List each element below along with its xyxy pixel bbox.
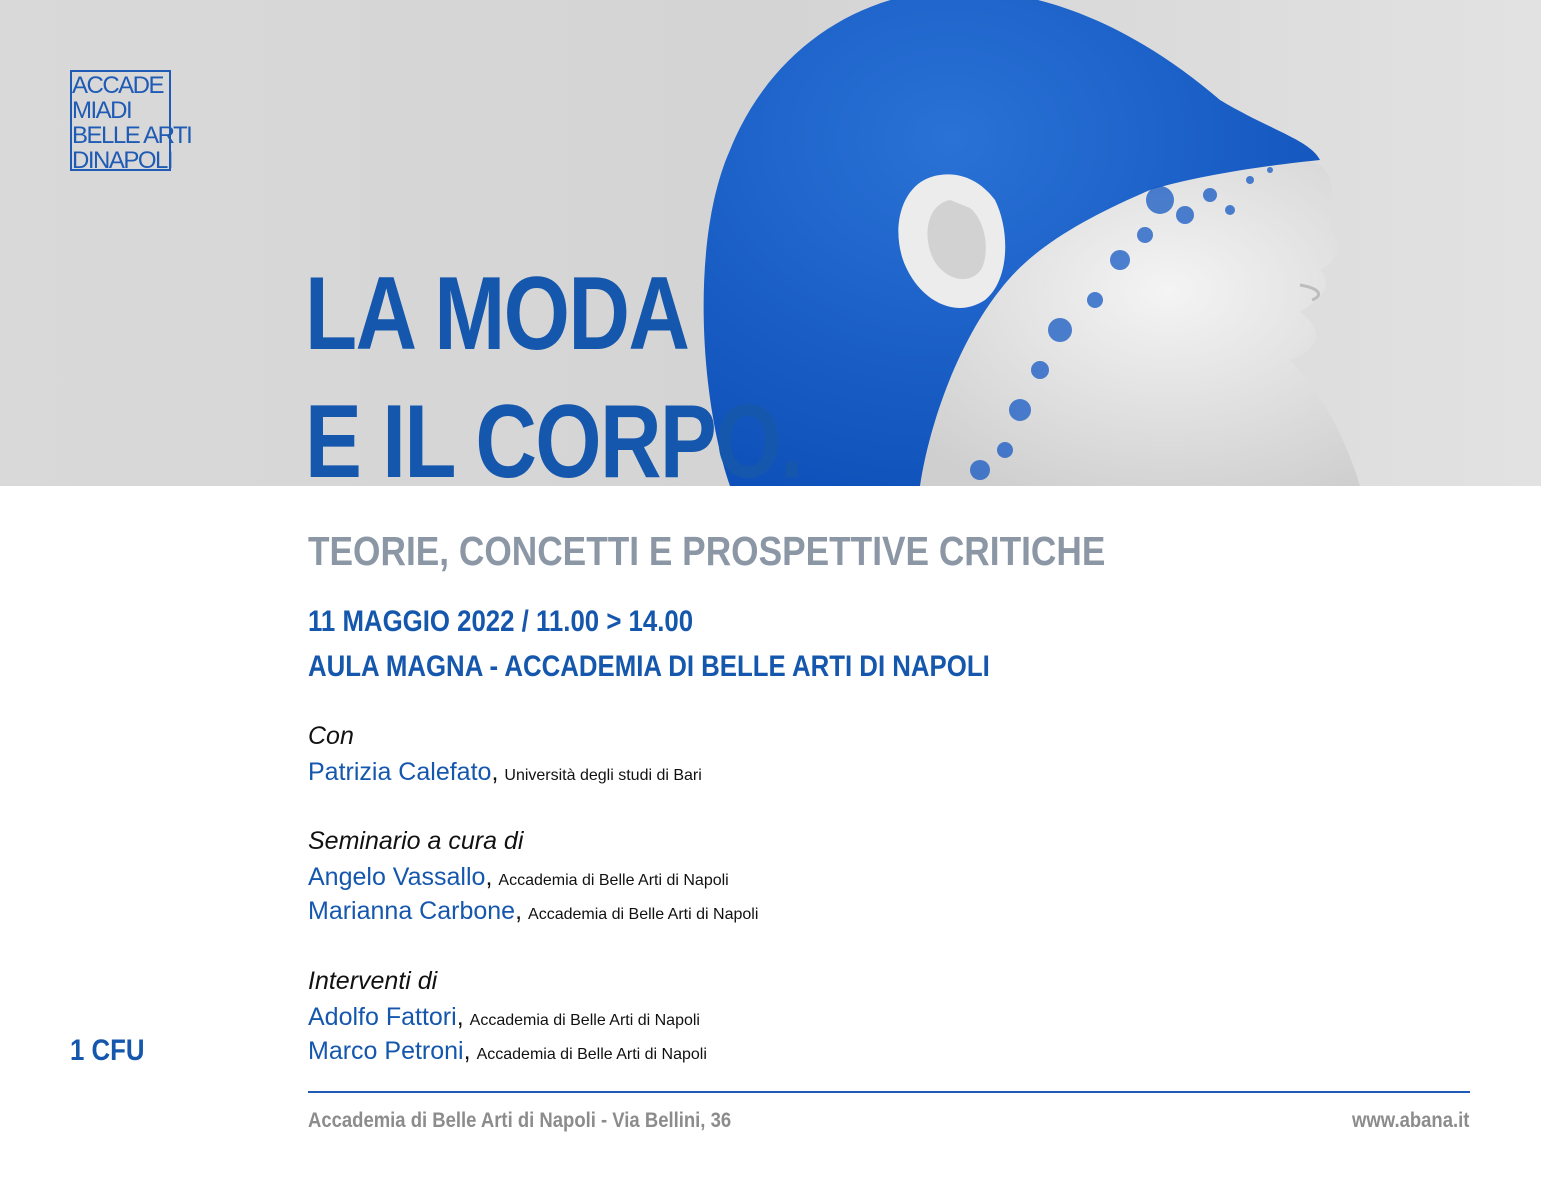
logo-line-2: MIADI (72, 97, 132, 124)
person-affiliation: Accademia di Belle Arti di Napoli (498, 872, 729, 889)
footer-address: Accademia di Belle Arti di Napoli - Via Bellini, 36 (308, 1109, 732, 1132)
title-line-1: LA MODA (305, 256, 689, 372)
group-label-con: Con (308, 722, 354, 750)
separator-comma: , (485, 863, 493, 891)
person-row (308, 1037, 707, 1066)
person-affiliation: Accademia di Belle Arti di Napoli (469, 1012, 700, 1029)
logo-line-1: ACCADE (72, 72, 164, 99)
footer-divider (308, 1091, 1470, 1093)
person-name: Marianna Carbone (308, 897, 516, 925)
separator-comma: , (456, 1003, 464, 1031)
person-affiliation: Accademia di Belle Arti di Napoli (528, 906, 759, 923)
person-name: Adolfo Fattori (308, 1003, 457, 1031)
academy-logo (70, 70, 192, 174)
group-label-curators: Seminario a cura di (308, 827, 524, 855)
person-name: Marco Petroni (308, 1037, 464, 1065)
person-row (308, 897, 758, 926)
credits-badge: 1 CFU (70, 1034, 145, 1067)
separator-comma: , (515, 897, 523, 925)
person-name: Patrizia Calefato (308, 758, 492, 786)
person-row (308, 863, 729, 892)
group-label-speakers: Interventi di (308, 967, 438, 995)
person-row (308, 758, 702, 787)
event-date-time: 11 MAGGIO 2022 / 11.00 > 14.00 (308, 605, 694, 638)
subtitle: TEORIE, CONCETTI E PROSPETTIVE CRITICHE (308, 528, 1106, 574)
title-line-2: E IL CORPO. (305, 384, 802, 500)
logo-line-3: BELLE ARTI (72, 122, 192, 149)
separator-comma: , (463, 1037, 471, 1065)
person-affiliation: Accademia di Belle Arti di Napoli (476, 1046, 707, 1063)
footer-website-link[interactable]: www.abana.it (1351, 1109, 1469, 1132)
logo-line-4: DINAPOLI (72, 147, 173, 174)
separator-comma: , (491, 758, 499, 786)
person-name: Angelo Vassallo (308, 863, 486, 891)
person-affiliation: Università degli studi di Bari (504, 767, 702, 784)
person-row (308, 1003, 700, 1032)
event-venue: AULA MAGNA - ACCADEMIA DI BELLE ARTI DI NAPOLI (308, 650, 990, 683)
